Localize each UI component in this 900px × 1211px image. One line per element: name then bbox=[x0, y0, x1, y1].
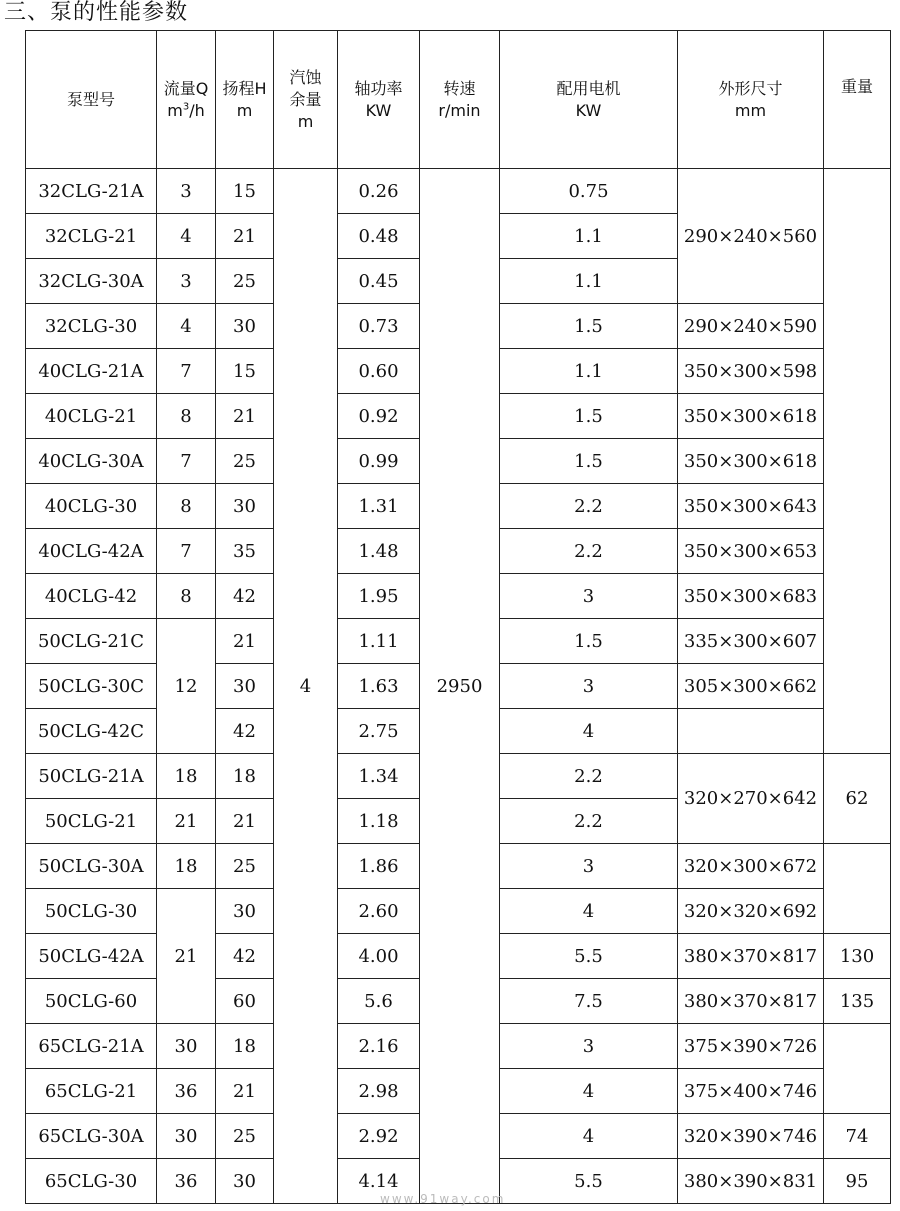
header-motor: 配用电机 KW bbox=[500, 31, 678, 169]
cell-head: 60 bbox=[216, 979, 274, 1024]
cell-model: 65CLG-21A bbox=[26, 1024, 157, 1069]
cell-weight bbox=[824, 844, 891, 934]
cell-model: 50CLG-42C bbox=[26, 709, 157, 754]
cell-power: 1.86 bbox=[338, 844, 420, 889]
cell-power: 2.16 bbox=[338, 1024, 420, 1069]
cell-head: 30 bbox=[216, 889, 274, 934]
cell-head: 25 bbox=[216, 844, 274, 889]
cell-flow: 3 bbox=[157, 259, 216, 304]
cell-head: 18 bbox=[216, 1024, 274, 1069]
cell-power: 0.26 bbox=[338, 169, 420, 214]
cell-head: 21 bbox=[216, 394, 274, 439]
cell-motor: 3 bbox=[500, 664, 678, 709]
cell-flow: 7 bbox=[157, 529, 216, 574]
cell-motor: 4 bbox=[500, 1114, 678, 1159]
cell-motor: 1.1 bbox=[500, 259, 678, 304]
cell-power: 5.6 bbox=[338, 979, 420, 1024]
cell-head: 15 bbox=[216, 349, 274, 394]
pump-performance-table bbox=[25, 30, 891, 1204]
cell-head: 42 bbox=[216, 934, 274, 979]
cell-weight: 62 bbox=[824, 754, 891, 844]
header-head: 扬程H m bbox=[216, 31, 274, 169]
cell-dimensions: 305×300×662 bbox=[678, 664, 824, 709]
cell-power: 2.98 bbox=[338, 1069, 420, 1114]
cell-motor: 5.5 bbox=[500, 1159, 678, 1204]
cell-head: 30 bbox=[216, 484, 274, 529]
header-weight: 重量 bbox=[824, 31, 891, 169]
cell-power: 0.73 bbox=[338, 304, 420, 349]
cell-flow: 12 bbox=[157, 619, 216, 754]
cell-power: 4.00 bbox=[338, 934, 420, 979]
cell-flow: 8 bbox=[157, 484, 216, 529]
cell-head: 30 bbox=[216, 664, 274, 709]
cell-motor: 3 bbox=[500, 844, 678, 889]
cell-flow: 7 bbox=[157, 439, 216, 484]
cell-head: 30 bbox=[216, 304, 274, 349]
cell-dimensions bbox=[678, 709, 824, 754]
cell-power: 1.34 bbox=[338, 754, 420, 799]
cell-motor: 3 bbox=[500, 574, 678, 619]
cell-flow: 18 bbox=[157, 754, 216, 799]
cell-motor: 4 bbox=[500, 1069, 678, 1114]
cell-dimensions: 320×320×692 bbox=[678, 889, 824, 934]
cell-dimensions: 320×300×672 bbox=[678, 844, 824, 889]
cell-head: 25 bbox=[216, 439, 274, 484]
cell-dimensions: 320×390×746 bbox=[678, 1114, 824, 1159]
cell-dimensions: 375×400×746 bbox=[678, 1069, 824, 1114]
cell-model: 50CLG-30 bbox=[26, 889, 157, 934]
cell-dimensions: 380×370×817 bbox=[678, 979, 824, 1024]
cell-head: 21 bbox=[216, 799, 274, 844]
cell-model: 65CLG-30 bbox=[26, 1159, 157, 1204]
cell-model: 40CLG-30A bbox=[26, 439, 157, 484]
cell-model: 32CLG-21 bbox=[26, 214, 157, 259]
cell-dimensions: 350×300×618 bbox=[678, 439, 824, 484]
header-dimensions: 外形尺寸 mm bbox=[678, 31, 824, 169]
cell-motor: 0.75 bbox=[500, 169, 678, 214]
cell-model: 65CLG-30A bbox=[26, 1114, 157, 1159]
cell-power: 1.63 bbox=[338, 664, 420, 709]
cell-power: 0.45 bbox=[338, 259, 420, 304]
cell-motor: 1.1 bbox=[500, 214, 678, 259]
header-speed: 转速 r/min bbox=[420, 31, 500, 169]
watermark: www.91way.com bbox=[380, 1192, 506, 1206]
cell-motor: 1.5 bbox=[500, 619, 678, 664]
cell-weight: 135 bbox=[824, 979, 891, 1024]
cell-flow: 8 bbox=[157, 394, 216, 439]
cell-power: 2.60 bbox=[338, 889, 420, 934]
cell-dimensions: 335×300×607 bbox=[678, 619, 824, 664]
cell-motor: 1.5 bbox=[500, 304, 678, 349]
cell-power: 0.92 bbox=[338, 394, 420, 439]
cell-power: 1.95 bbox=[338, 574, 420, 619]
cell-dimensions: 375×390×726 bbox=[678, 1024, 824, 1069]
cell-model: 32CLG-30A bbox=[26, 259, 157, 304]
cell-flow: 4 bbox=[157, 214, 216, 259]
cell-weight: 130 bbox=[824, 934, 891, 979]
cell-dimensions: 380×370×817 bbox=[678, 934, 824, 979]
cell-head: 15 bbox=[216, 169, 274, 214]
cell-power: 4.14 bbox=[338, 1159, 420, 1204]
cell-head: 21 bbox=[216, 1069, 274, 1114]
section-title: 三、泵的性能参数 bbox=[4, 0, 189, 25]
header-shaft-power: 轴功率 KW bbox=[338, 31, 420, 169]
cell-dimensions: 380×390×831 bbox=[678, 1159, 824, 1204]
table-row bbox=[26, 169, 891, 214]
cell-model: 40CLG-21A bbox=[26, 349, 157, 394]
cell-head: 42 bbox=[216, 574, 274, 619]
cell-dimensions: 350×300×683 bbox=[678, 574, 824, 619]
cell-flow: 7 bbox=[157, 349, 216, 394]
cell-model: 65CLG-21 bbox=[26, 1069, 157, 1114]
cell-motor: 1.5 bbox=[500, 394, 678, 439]
table-header-row bbox=[26, 31, 891, 169]
cell-head: 35 bbox=[216, 529, 274, 574]
cell-flow: 21 bbox=[157, 799, 216, 844]
cell-model: 40CLG-42 bbox=[26, 574, 157, 619]
cell-dimensions: 320×270×642 bbox=[678, 754, 824, 844]
cell-npsh: 4 bbox=[274, 169, 338, 1204]
cell-head: 25 bbox=[216, 1114, 274, 1159]
cell-weight: 95 bbox=[824, 1159, 891, 1204]
cell-flow: 36 bbox=[157, 1159, 216, 1204]
cell-power: 1.48 bbox=[338, 529, 420, 574]
cell-dimensions: 290×240×590 bbox=[678, 304, 824, 349]
cell-power: 1.11 bbox=[338, 619, 420, 664]
header-model: 泵型号 bbox=[26, 31, 157, 169]
cell-motor: 5.5 bbox=[500, 934, 678, 979]
cell-head: 25 bbox=[216, 259, 274, 304]
cell-dimensions: 290×240×560 bbox=[678, 169, 824, 304]
header-flow: 流量Q $m^3/h$ bbox=[157, 31, 216, 169]
cell-model: 32CLG-21A bbox=[26, 169, 157, 214]
cell-power: 2.92 bbox=[338, 1114, 420, 1159]
cell-dimensions: 350×300×643 bbox=[678, 484, 824, 529]
cell-motor: 2.2 bbox=[500, 799, 678, 844]
cell-model: 50CLG-21 bbox=[26, 799, 157, 844]
cell-speed: 2950 bbox=[420, 169, 500, 1204]
cell-model: 40CLG-30 bbox=[26, 484, 157, 529]
cell-flow: 30 bbox=[157, 1024, 216, 1069]
cell-head: 42 bbox=[216, 709, 274, 754]
cell-weight bbox=[824, 169, 891, 754]
cell-power: 0.60 bbox=[338, 349, 420, 394]
cell-flow: 8 bbox=[157, 574, 216, 619]
cell-motor: 2.2 bbox=[500, 484, 678, 529]
cell-model: 50CLG-30A bbox=[26, 844, 157, 889]
cell-flow: 4 bbox=[157, 304, 216, 349]
cell-dimensions: 350×300×598 bbox=[678, 349, 824, 394]
cell-dimensions: 350×300×618 bbox=[678, 394, 824, 439]
cell-model: 40CLG-42A bbox=[26, 529, 157, 574]
cell-flow: 18 bbox=[157, 844, 216, 889]
cell-power: 2.75 bbox=[338, 709, 420, 754]
cell-motor: 4 bbox=[500, 709, 678, 754]
cell-model: 50CLG-30C bbox=[26, 664, 157, 709]
cell-model: 32CLG-30 bbox=[26, 304, 157, 349]
cell-motor: 7.5 bbox=[500, 979, 678, 1024]
cell-head: 18 bbox=[216, 754, 274, 799]
cell-motor: 4 bbox=[500, 889, 678, 934]
cell-power: 0.48 bbox=[338, 214, 420, 259]
cell-model: 40CLG-21 bbox=[26, 394, 157, 439]
cell-power: 0.99 bbox=[338, 439, 420, 484]
cell-flow: 21 bbox=[157, 889, 216, 1024]
cell-flow: 36 bbox=[157, 1069, 216, 1114]
cell-power: 1.31 bbox=[338, 484, 420, 529]
cell-motor: 3 bbox=[500, 1024, 678, 1069]
cell-weight bbox=[824, 1024, 891, 1114]
cell-flow: 30 bbox=[157, 1114, 216, 1159]
cell-motor: 2.2 bbox=[500, 529, 678, 574]
cell-motor: 1.5 bbox=[500, 439, 678, 484]
cell-model: 50CLG-21A bbox=[26, 754, 157, 799]
cell-power: 1.18 bbox=[338, 799, 420, 844]
cell-dimensions: 350×300×653 bbox=[678, 529, 824, 574]
cell-head: 21 bbox=[216, 619, 274, 664]
cell-motor: 1.1 bbox=[500, 349, 678, 394]
cell-model: 50CLG-60 bbox=[26, 979, 157, 1024]
cell-motor: 2.2 bbox=[500, 754, 678, 799]
cell-model: 50CLG-42A bbox=[26, 934, 157, 979]
cell-flow: 3 bbox=[157, 169, 216, 214]
cell-weight: 74 bbox=[824, 1114, 891, 1159]
cell-model: 50CLG-21C bbox=[26, 619, 157, 664]
cell-head: 21 bbox=[216, 214, 274, 259]
cell-head: 30 bbox=[216, 1159, 274, 1204]
header-npsh: 汽蚀 余量 m bbox=[274, 31, 338, 169]
